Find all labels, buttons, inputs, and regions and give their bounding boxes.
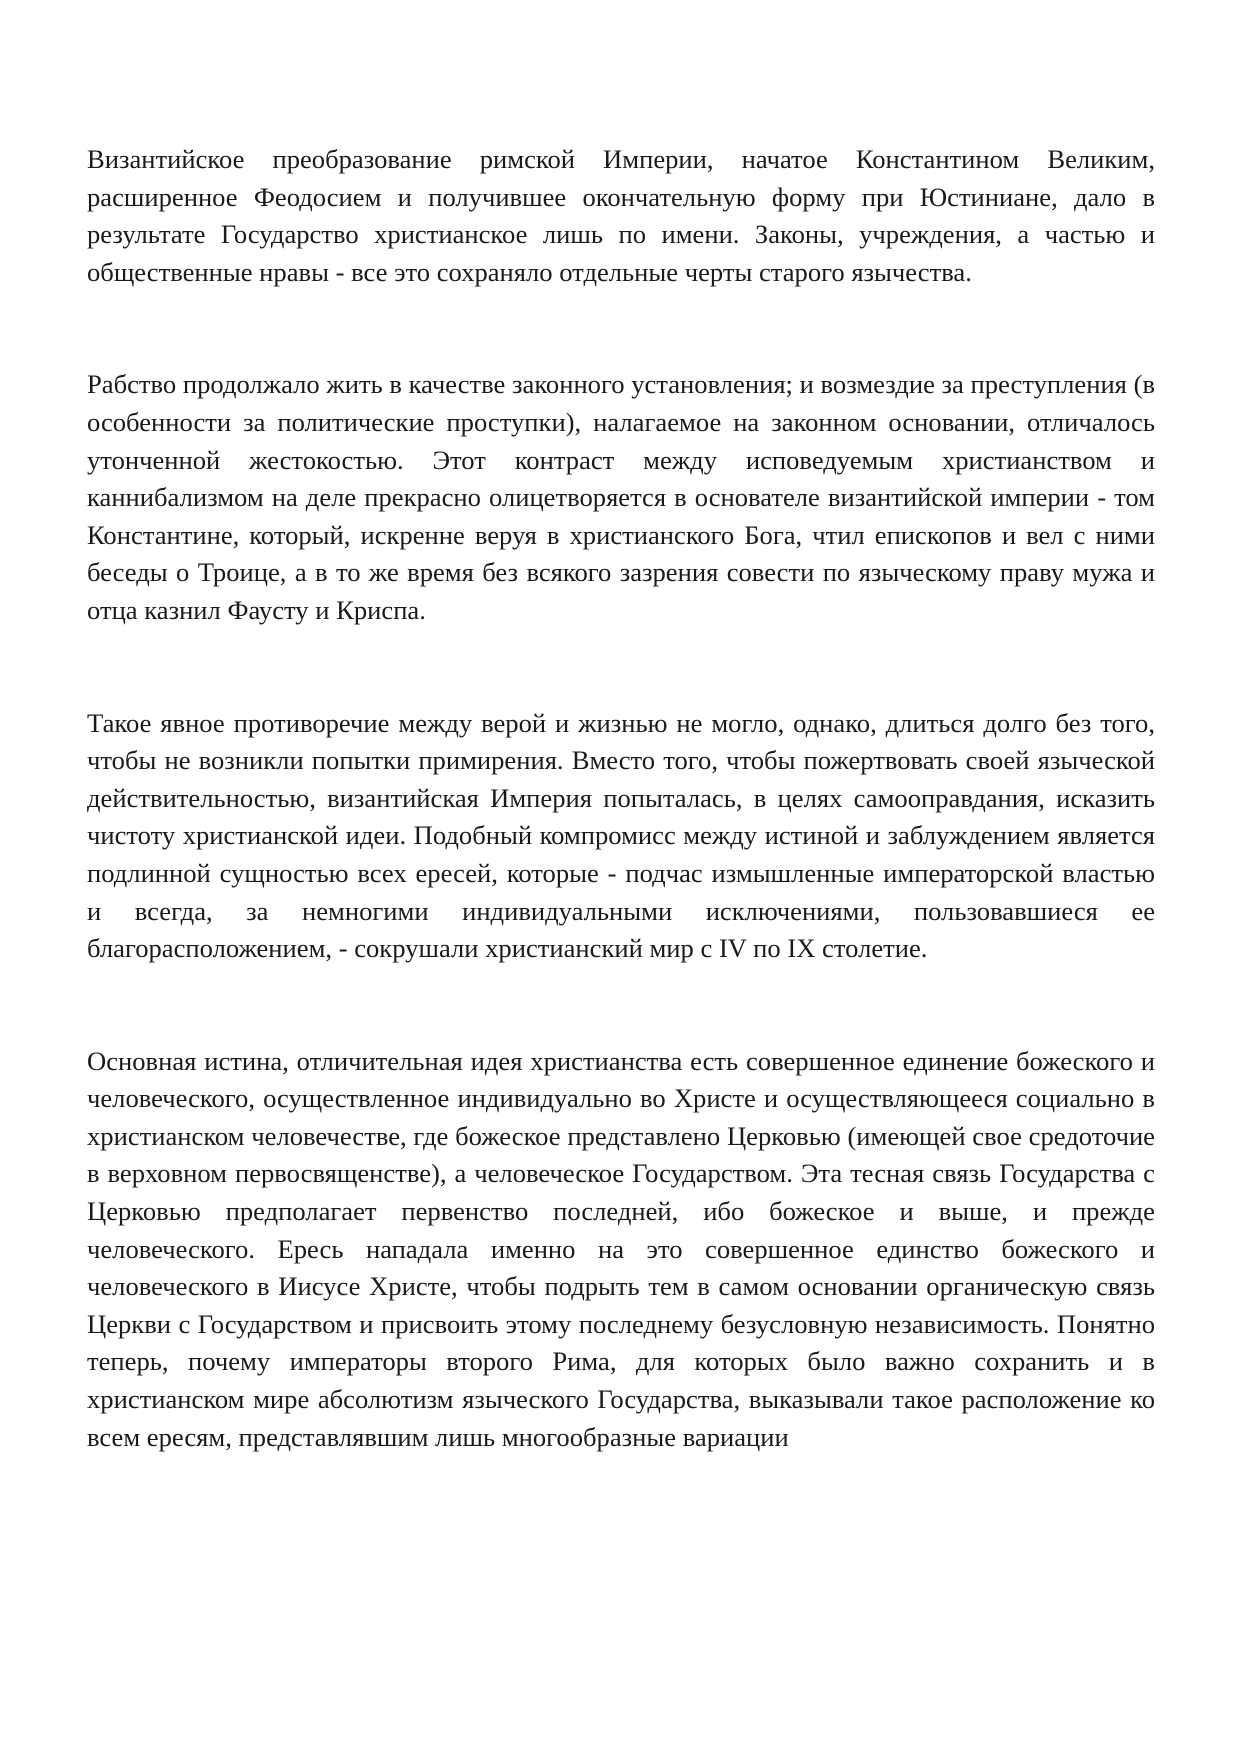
paragraph-3: Такое явное противоречие между верой и жизнью не могло, однако, длиться долго без того, чтобы не возникли попытки примирения. Вместо того, чтобы пожертвовать своей языческой действительностью, византийская Империя попыталась, в целях самооправдания, исказить чистоту христианской идеи. Подобный компромисс между истиной и заблуждением является подлинной сущностью всех ересей, которые - подчас измышленные императорской властью и всегда, за немногими индивидуальными исключениями, пользовавшиеся ее благорасположением, - сокрушали христианский мир с IV по IX столетие.	[87, 707, 1155, 964]
paragraph-4: Основная истина, отличительная идея христианства есть совершенное единение божеского и человеческого, осуществленное индивидуально во Христе и осуществляющееся социально в христианском человечестве, где божеское представлено Церковью (имеющей свое средоточие в верховном первосвященстве), а человеческое Государством. Эта тесная связь Государства с Церковью предполагает первенство последней, ибо божеское и выше, и прежде человеческого. Ересь нападала именно на это совершенное единство божеского и человеческого в Иисусе Христе, чтобы подрыть тем в самом основании органическую связь Церкви с Государством и присвоить этому последнему безусловную независимость. Понятно теперь, почему императоры второго Рима, для которых было важно сохранить и в христианском мире абсолютизм языческого Государства, выказывали такое расположение ко всем ересям, представлявшим лишь многообразные вариации	[87, 1045, 1155, 1452]
paragraph-1: Византийское преобразование римской Империи, начатое Константином Великим, расширенное Феодосием и получившее окончательную форму при Юстиниане, дало в результате Государство христианское лишь по имени. Законы, учреждения, а частью и общественные нравы - все это сохраняло отдельные черты старого язычества.	[87, 144, 1155, 287]
paragraph-2: Рабство продолжало жить в качестве законного установления; и возмездие за преступления (в особенности за политические проступки), налагаемое на законном основании, отличалось утонченной жестокостью. Этот контраст между исповедуемым христианством и каннибализмом на деле прекрасно олицетворяется в основателе византийской империи - том Константине, который, искренне веруя в христианского Бога, чтил епископов и вел с ними беседы о Троице, а в то же время без всякого зазрения совести по языческому праву мужа и отца казнил Фаусту и Криспа.	[87, 369, 1155, 625]
document-body	[87, 141, 1155, 1456]
